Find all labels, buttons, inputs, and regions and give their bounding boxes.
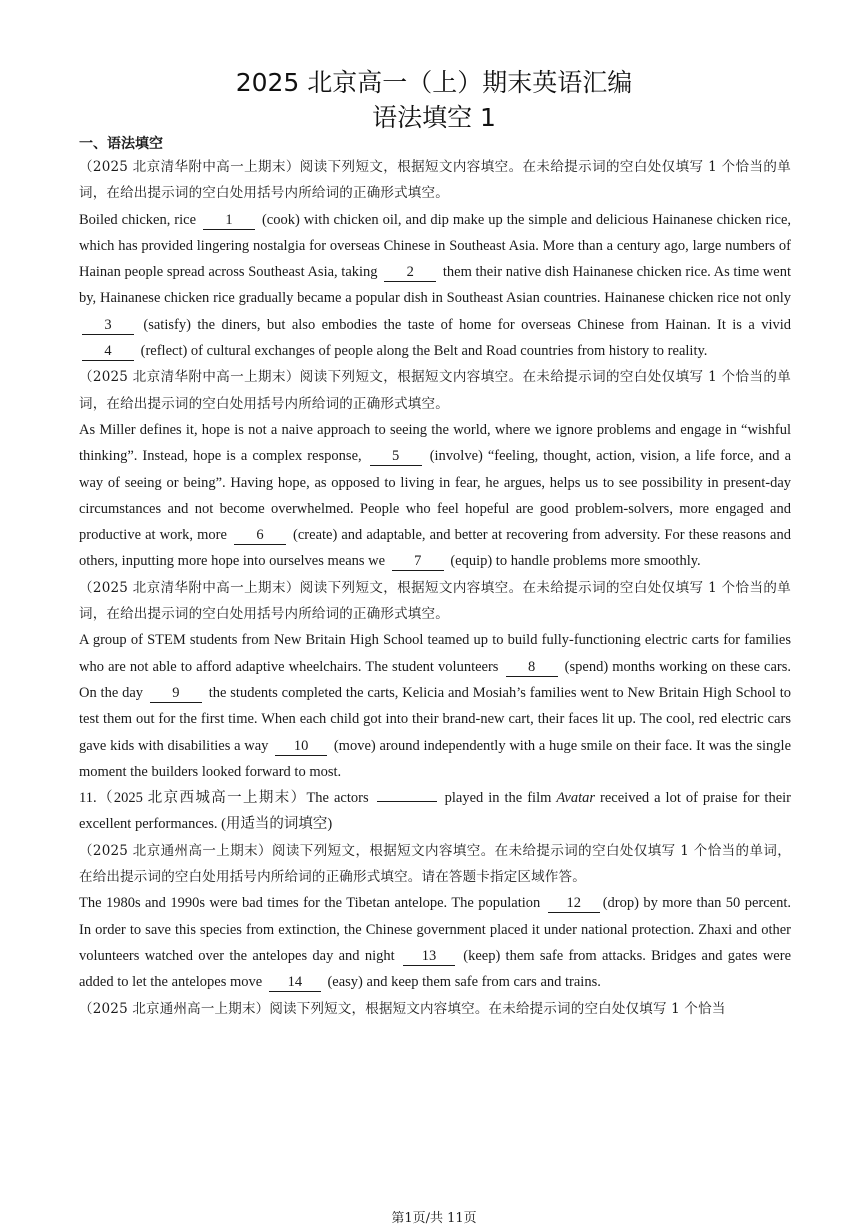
section-heading: 一、语法填空 [79,136,163,152]
text-segment: (cook) with chicken oil, and dip make up the simple and delicious Hainanese chicken rice, which has provided lingering nostalgia for overseas Chinese in Southeast Asia. More than a century ago, large numbers of Hainan people spread across Southeast Asia, taking [79,211,792,281]
text-segment: (drop) by more than 50 percent. In order to save this species from extinction, the Chinese government placed it under national protection. Zhaxi and other volunteers watched over the antelopes day and night [79,895,791,964]
document-subtitle: 语法填空 1 [372,103,496,132]
blank-8: 8 [506,659,558,677]
blank-4: 4 [82,343,134,361]
text-segment: the students completed the carts, Kelicia and Mosiah’s families went to New Britain High School to test them out for the first time. When each child got into their brand-new cart, their faces lit up. The cool, red electric cars gave kids with disabilities a way [79,684,791,754]
page-footer: 第1页/共 11页 [391,1211,477,1226]
blank-10: 10 [275,738,327,756]
text-segment: (create) and adaptable, and better at recovering from adversity. For these reasons and others, inputting more hope into ourselves means we [79,527,791,570]
blank-13: 13 [403,948,455,966]
text-segment: (move) around independently with a huge smile on their face. It was the single moment the builders looked forward to most. [79,737,792,780]
text-segment: (satisfy) the diners, but also embodies the taste of home for overseas Chinese from Hainan. It is a vivid [137,316,791,333]
question-11-middle: played in the film [439,790,557,807]
blank-3: 3 [82,317,134,335]
document-title: 2025 北京高一（上）期末英语汇编 [235,68,633,97]
passage-1-text [79,207,791,365]
passage-3-text [79,627,791,785]
text-segment: (equip) to handle problems more smoothly. [446,553,701,570]
text-segment: (keep) them safe from attacks. Bridges and gates were added to let the antelopes move [79,947,791,991]
blank-6: 6 [234,527,286,545]
passage-1-source: （2025 北京清华附中高一上期末）阅读下列短文，根据短文内容填空。在未给提示词的空白处仅填写 1 个恰当的单词，在给出提示词的空白处用括号内所给词的正确形式填空。 [79,159,791,202]
text-segment: Boiled chicken, rice [79,211,201,228]
passage-4-text [79,890,791,995]
blank-9: 9 [150,685,202,703]
blank-1: 1 [203,212,255,230]
text-segment: A group of STEM students from New Britain High School teamed up to build fully-functioning electric carts for families who are not able to afford adaptive wheelchairs. The student volunteers [79,632,791,675]
text-segment: (reflect) of cultural exchanges of people along the Belt and Road countries from history to reality. [137,343,708,360]
document-body [79,154,791,1022]
question-11-suffix: received a lot of praise for their excellent performances. (用适当的词填空) [79,790,791,833]
blank-12: 12 [548,895,600,913]
blank-2: 2 [384,264,436,282]
question-11 [79,785,791,838]
passage-3-source: （2025 北京清华附中高一上期末）阅读下列短文，根据短文内容填空。在未给提示词的空白处仅填写 1 个恰当的单词，在给出提示词的空白处用括号内所给词的正确形式填空。 [79,579,791,623]
question-11-prefix: 11.（2025 北京西城高一上期末）The actors [79,790,374,807]
text-segment: (easy) and keep them safe from cars and trains. [323,974,601,991]
blank-14: 14 [269,974,321,992]
passage-2-source: （2025 北京清华附中高一上期末）阅读下列短文，根据短文内容填空。在未给提示词的空白处仅填写 1 个恰当的单词，在给出提示词的空白处用括号内所给词的正确形式填空。 [79,369,791,412]
passage-5-source: （2025 北京通州高一上期末）阅读下列短文，根据短文内容填空。在未给提示词的空白处仅填写 1 个恰当 [79,1000,726,1017]
film-title: Avatar [556,790,596,807]
text-segment: them their native dish Hainanese chicken rice. As time went by, Hainanese chicken rice gradually became a popular dish in Southeast Asian countries. Hainanese chicken rice not only [79,264,791,307]
blank-11 [377,801,437,802]
text-segment: (involve) “feeling, thought, action, vision, a life force, and a way of seeing or being”. Having hope, as opposed to living in fear, he argues, helps us to see possibility in present-day circumstances and not become overwhelmed. People who feel hopeful are good problem-solvers, more engaged and productive at work, more [79,448,792,544]
text-segment: The 1980s and 1990s were bad times for the Tibetan antelope. The population [79,895,545,912]
passage-2-text [79,417,791,575]
passage-4-source: （2025 北京通州高一上期末）阅读下列短文，根据短文内容填空。在未给提示词的空白处仅填写 1 个恰当的单词，在给出提示词的空白处用括号内所给词的正确形式填空。请在答题卡指定区域作答。 [79,842,791,886]
blank-7: 7 [392,553,444,571]
blank-5: 5 [370,448,422,466]
text-segment: (spend) months working on these cars. On the day [79,658,791,701]
text-segment: As Miller defines it, hope is not a naive approach to seeing the world, where we ignore problems and engage in “wishful thinking”. Instead, hope is a complex response, [79,421,791,465]
